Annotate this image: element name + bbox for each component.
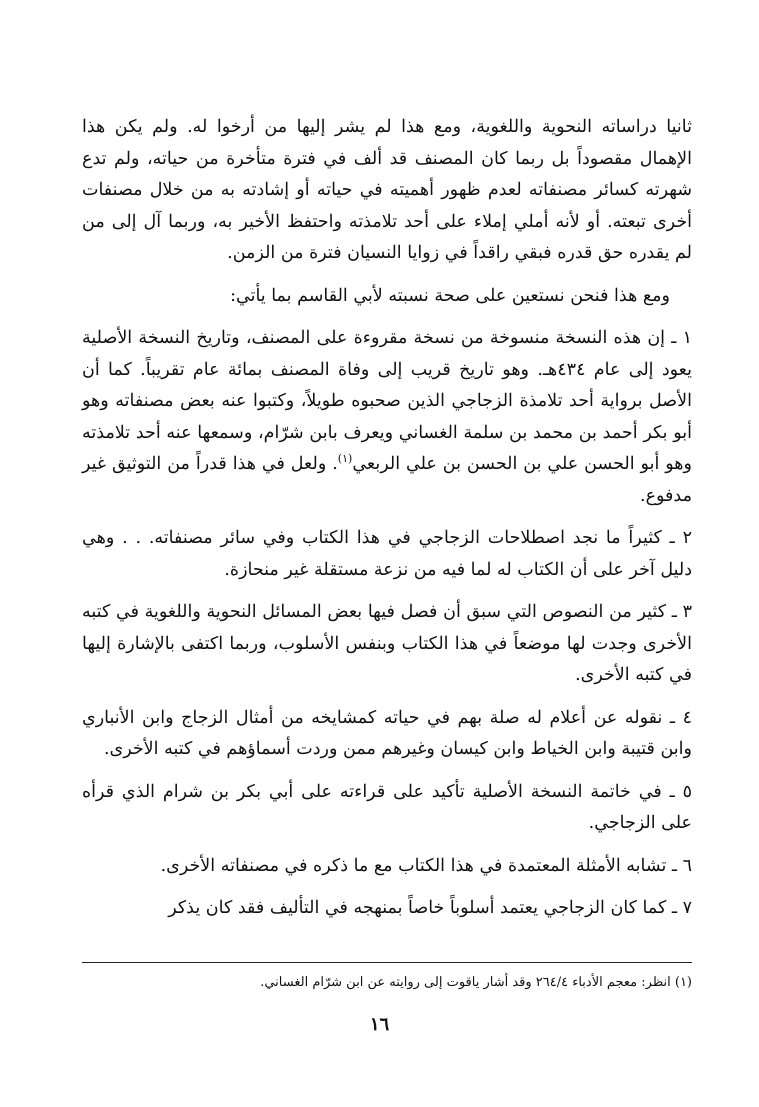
main-text bbox=[82, 112, 692, 925]
footnote-reference[interactable]: (١) bbox=[337, 452, 353, 466]
paragraph-point-3: ٣ ـ كثير من النصوص التي سبق أن فصل فيها بعض المسائل النحوية واللغوية في كتبه الأخرى وجدت لها موضعاً في هذا الكتاب وبنفس الأسلوب، وربما اكتفى بالإشارة إليها في كتبه الأخرى. bbox=[82, 602, 692, 685]
paragraph-intro: ثانيا دراساته النحوية واللغوية، ومع هذا لم يشر إليها من أرخوا له. ولم يكن هذا الإهمال مقصوداً بل ربما كان المصنف قد ألف في فترة متأخرة من حياته، ولم تدع شهرته كسائر مصنفاته لعدم ظهور أهميته في حياته أو إشادته به من خلال مصنفات أخرى تبعته. أو لأنه أملي إملاء على أحد تلامذته واحتفظ الأخير به، وربما آل إلى من لم يقدره حق قدره فبقي راقداً في زوايا النسيان فترة من الزمن. bbox=[82, 117, 692, 263]
paragraph-point-4: ٤ ـ نقوله عن أعلام له صلة بهم في حياته كمشايخه من أمثال الزجاج وابن الأنباري وابن قتيبة وابن الخياط وابن كيسان وغيرهم ممن وردت أسماؤهم في كتبه الأخرى. bbox=[82, 707, 692, 759]
point-1-text-b: . ولعل في هذا قدراً من التوثيق غير مدفوع. bbox=[82, 454, 692, 506]
paragraph-point-2: ٢ ـ كثيراً ما نجد اصطلاحات الزجاجي في هذا الكتاب وفي سائر مصنفاته. . . وهي دليل آخر على أن الكتاب له لما فيه من نزعة مستقلة غير منحازة. bbox=[82, 528, 692, 580]
paragraph-point-5: ٥ ـ في خاتمة النسخة الأصلية تأكيد على قراءته على أبي بكر بن شرام الذي قرأه على الزجاجي. bbox=[82, 781, 692, 833]
paragraph-point-6: ٦ ـ تشابه الأمثلة المعتمدة في هذا الكتاب مع ما ذكره في مصنفاته الأخرى. bbox=[160, 855, 692, 876]
point-1-text-a: ١ ـ إن هذه النسخة منسوخة من نسخة مقروءة على المصنف، وتاريخ النسخة الأصلية يعود إلى عام ٤٣٤هـ. وهو تاريخ قريب إلى وفاة المصنف بمائة عام تقريباً. كما أن الأصل برواية أحد تلامذة الزجاجي الذين صحبوه طويلاً، وكتبوا عنه بعض مصنفاته وهو أبو بكر أحمد بن محمد بن سلمة الغساني ويعرف بابن شرّام، وسمعها عنه أحد تلامذته وهو أبو الحسن علي بن الحسن بن علي الربعي bbox=[82, 328, 692, 474]
paragraph-evidence-intro: ومع هذا فنحن نستعين على صحة نسبته لأبي القاسم بما يأتي: bbox=[230, 285, 670, 306]
paragraph-point-7: ٧ ـ كما كان الزجاجي يعتمد أسلوباً خاصاً بمنهجه في التأليف فقد كان يذكر bbox=[168, 898, 692, 918]
page-number: ١٦ bbox=[369, 1014, 390, 1035]
footnote-divider bbox=[82, 962, 692, 963]
paragraph-point-1 bbox=[82, 323, 692, 512]
footnote: (١) انظر: معجم الأدباء ٢٦٤/٤ وقد أشار ياقوت إلى روايته عن ابن شرّام الغساني. bbox=[260, 975, 692, 990]
